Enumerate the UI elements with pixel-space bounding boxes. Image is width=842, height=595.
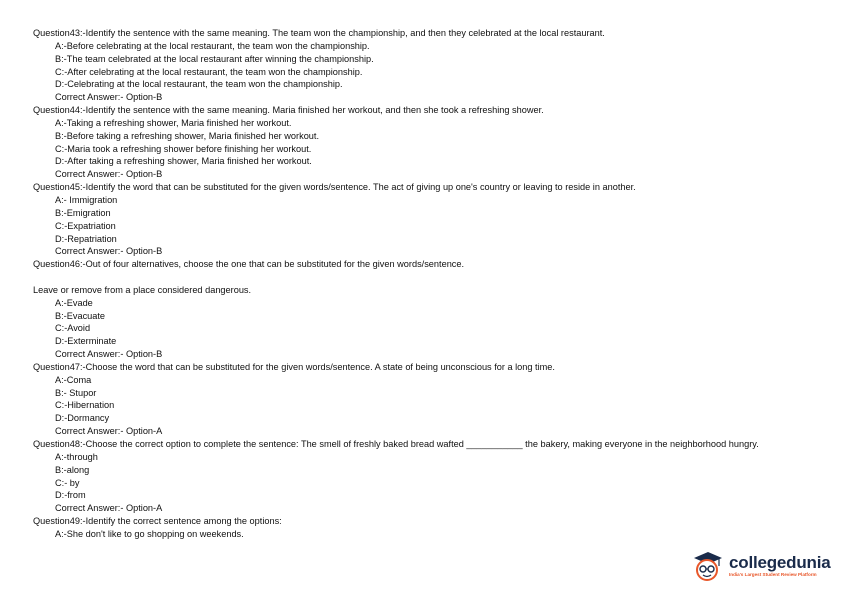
option-text: A:-Evade	[55, 297, 93, 308]
correct-answer: Correct Answer:- Option-B	[55, 349, 163, 360]
question-text: Question43:-Identify the sentence with the same meaning. The team won the championship, and then they celebrated at the local restaurant.	[33, 28, 605, 38]
option-text: D:-from	[55, 490, 86, 501]
question-text: Question49:-Identify the correct sentence among the options:	[33, 516, 282, 527]
correct-answer: Correct Answer:- Option-B	[55, 246, 163, 257]
option-text: D:-Celebrating at the local restaurant, the team won the championship.	[55, 79, 343, 90]
logo-name: collegedunia	[729, 553, 831, 572]
option-text: B:-The team celebrated at the local restaurant after winning the championship.	[55, 53, 374, 64]
question-text: Question46:-Out of four alternatives, choose the one that can be substituted for the given words/sentence.	[33, 259, 465, 270]
logo-tagline: India's Largest Student Review Platform	[729, 572, 817, 577]
question-sheet	[33, 27, 823, 541]
option-text: B:- Stupor	[55, 387, 97, 398]
option-text: D:-After taking a refreshing shower, Maria finished her workout.	[55, 156, 312, 167]
option-text: C:-After celebrating at the local restaurant, the team won the championship.	[55, 66, 363, 77]
question-text: Leave or remove from a place considered dangerous.	[33, 284, 252, 295]
option-text: C:-Hibernation	[55, 400, 115, 411]
correct-answer: Correct Answer:- Option-B	[55, 169, 163, 180]
question-text: Question47:-Choose the word that can be substituted for the given words/sentence. A state of being unconscious for a long time.	[33, 361, 555, 372]
graduate-mascot-icon	[690, 549, 724, 583]
option-text: C:- by	[55, 477, 80, 488]
option-text: A:-Before celebrating at the local restaurant, the team won the championship.	[55, 40, 370, 51]
option-text: A:-Taking a refreshing shower, Maria finished her workout.	[55, 117, 292, 128]
option-text: C:-Expatriation	[55, 220, 116, 231]
collegedunia-logo	[690, 546, 830, 586]
option-text: D:-Exterminate	[55, 336, 117, 347]
option-text: C:-Avoid	[55, 323, 91, 334]
option-text: D:-Repatriation	[55, 233, 117, 244]
question-text: Question44:-Identify the sentence with the same meaning. Maria finished her workout, and then she took a refreshing shower.	[33, 105, 544, 116]
correct-answer: Correct Answer:- Option-B	[55, 92, 163, 103]
correct-answer: Correct Answer:- Option-A	[55, 426, 163, 437]
option-text: A:-She don't like to go shopping on weekends.	[55, 528, 244, 539]
option-text: A:- Immigration	[55, 194, 118, 205]
question-text: Question48:-Choose the correct option to complete the sentence: The smell of freshly baked bread wafted ___________ the bakery, making everyone in the neighborhood hungry.	[33, 439, 759, 449]
option-text: B:-Evacuate	[55, 310, 106, 321]
correct-answer: Correct Answer:- Option-A	[55, 503, 163, 514]
blank-line	[33, 271, 823, 284]
question-text: Question45:-Identify the word that can be substituted for the given words/sentence. The act of giving up one's country or leaving to reside in another.	[33, 182, 636, 193]
option-text: B:-Emigration	[55, 207, 111, 218]
option-text: B:-along	[55, 464, 90, 475]
option-text: A:-through	[55, 451, 98, 462]
option-text: C:-Maria took a refreshing shower before finishing her workout.	[55, 143, 312, 154]
option-text: B:-Before taking a refreshing shower, Maria finished her workout.	[55, 130, 320, 141]
option-text: A:-Coma	[55, 374, 92, 385]
option-text: D:-Dormancy	[55, 413, 110, 424]
